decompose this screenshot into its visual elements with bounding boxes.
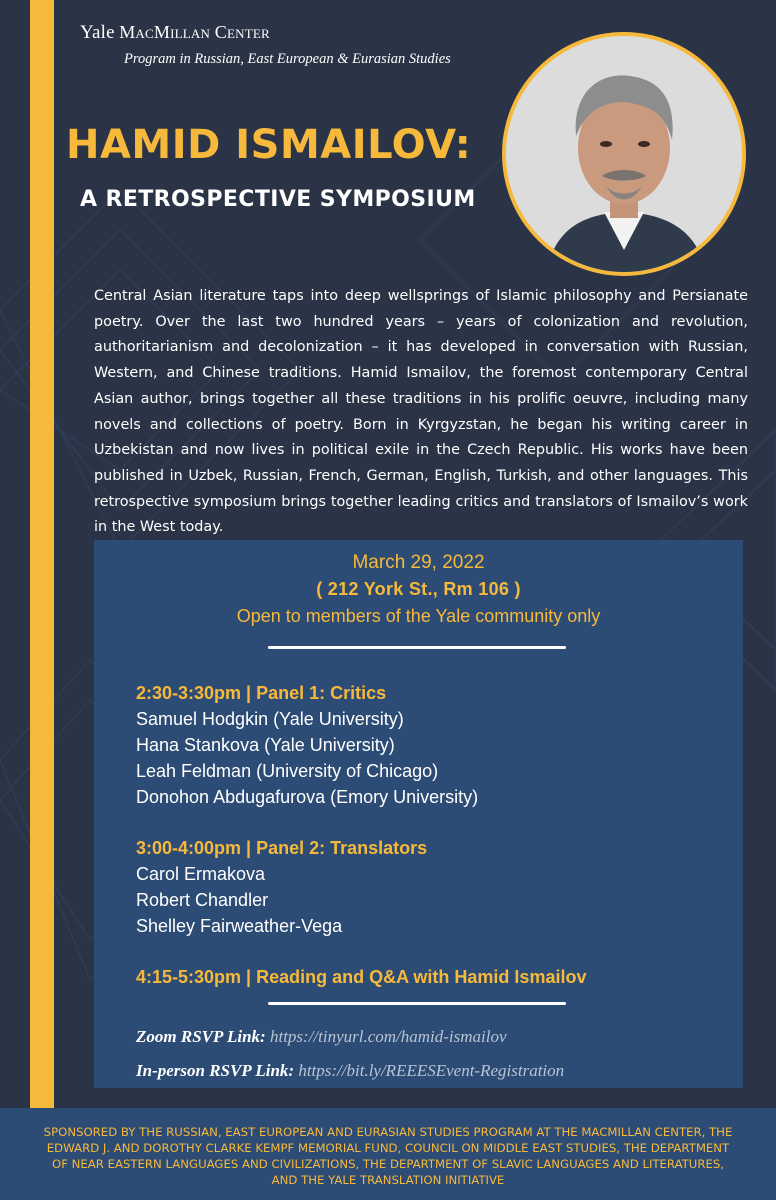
sponsors-text: SPONSORED BY THE RUSSIAN, EAST EUROPEAN AND EURASIAN STUDIES PROGRAM AT THE MACMILLAN CENTER, THE EDWARD J. AND DOROTHY CLARKE KEMPF MEMORIAL FUND, COUNCIL ON MIDDLE EAST STUDIES, THE DEPARTMENT OF NEAR EASTERN LANGUAGES AND CIVILIZATIONS, THE DEPARTMENT OF SLAVIC LANGUAGES AND LITERATURES, AND THE YALE TRANSLATION INITIATIVE: [43, 1125, 733, 1187]
panelist: Shelley Fairweather-Vega: [136, 916, 343, 936]
panelist: Samuel Hodgkin (Yale University): [136, 709, 404, 729]
portrait-illustration: [506, 36, 742, 272]
schedule-block-reading: [136, 964, 726, 990]
panel-title: 4:15-5:30pm | Reading and Q&A with Hamid Ismailov: [136, 967, 587, 987]
yale-wordmark: Yale: [80, 22, 115, 43]
event-info: [94, 550, 743, 630]
inperson-rsvp-label: In-person RSVP Link:: [136, 1061, 295, 1080]
event-description: Central Asian literature taps into deep wellsprings of Islamic philosophy and Persianate poetry. Over the last two hundred years – years of colonization and revolution, authoritarianism and decolonization – it has developed in conversation with Russian, Western, and Chinese traditions. Hamid Ismailov, the foremost contemporary Central Asian author, brings together all these traditions in his prolific oeuvre, including many novels and collections of poetry. Born in Kyrgyzstan, he began his writing career in Uzbekistan and now lives in political exile in the Czech Republic. His works have been published in Uzbek, Russian, French, German, English, Turkish, and other languages. This retrospective symposium brings together leading critics and translators of Ismailov’s work in the West today.: [94, 288, 748, 536]
rsvp-links: [136, 1020, 736, 1088]
event-date: March 29, 2022: [352, 552, 485, 573]
event-details-box: [94, 540, 743, 1088]
panelist: Carol Ermakova: [136, 864, 266, 884]
panel-title: 2:30-3:30pm | Panel 1: Critics: [136, 683, 387, 703]
event-title: HAMID ISMAILOV:: [66, 122, 472, 168]
zoom-rsvp: [136, 1020, 736, 1054]
schedule: [136, 680, 726, 1015]
event-location: ( 212 York St., Rm 106 ): [316, 579, 521, 599]
program-name: Program in Russian, East European & Eurasian Studies: [124, 51, 451, 67]
panelist: Hana Stankova (Yale University): [136, 735, 395, 755]
divider-bottom: [268, 1002, 566, 1005]
panelist: Robert Chandler: [136, 890, 269, 910]
macmillan-center-name: MacMillan Center: [119, 22, 270, 42]
schedule-block-translators: [136, 835, 726, 939]
zoom-rsvp-link[interactable]: https://tinyurl.com/hamid-ismailov: [269, 1027, 507, 1046]
speaker-portrait: [502, 32, 746, 276]
divider-top: [268, 646, 566, 649]
institution-header: [80, 22, 270, 44]
panelist: Donohon Abdugafurova (Emory University): [136, 787, 479, 807]
event-subtitle: A RETROSPECTIVE SYMPOSIUM: [80, 187, 476, 212]
accent-bar: [30, 0, 54, 1108]
schedule-block-critics: [136, 680, 726, 810]
inperson-rsvp: [136, 1054, 736, 1088]
zoom-rsvp-label: Zoom RSVP Link:: [136, 1027, 266, 1046]
inperson-rsvp-link[interactable]: https://bit.ly/REEESEvent-Registration: [298, 1061, 565, 1080]
panelist: Leah Feldman (University of Chicago): [136, 761, 439, 781]
panel-title: 3:00-4:00pm | Panel 2: Translators: [136, 838, 428, 858]
attendance-note: Open to members of the Yale community only: [236, 606, 601, 626]
sponsors-footer: [0, 1108, 776, 1200]
